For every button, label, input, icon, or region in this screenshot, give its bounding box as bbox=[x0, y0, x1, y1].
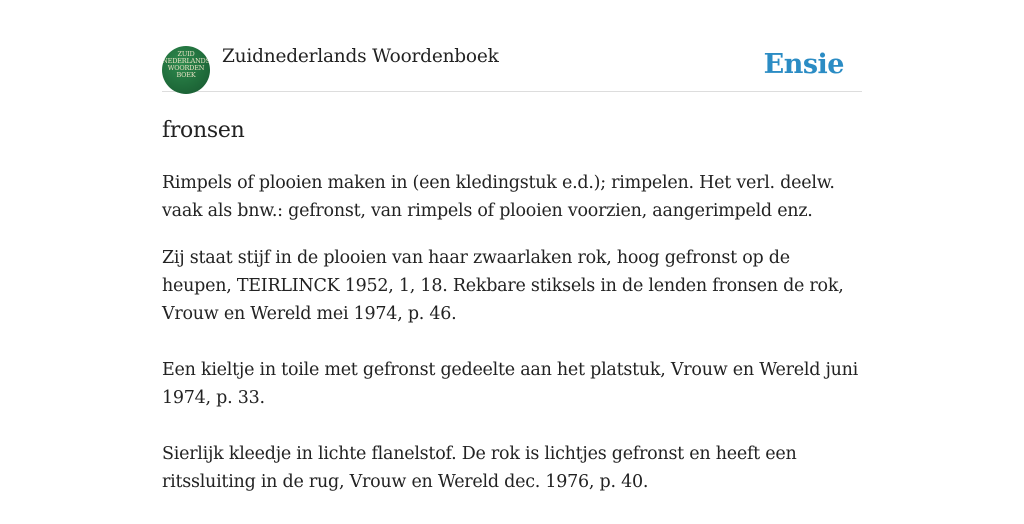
logo-text: ZUID NEDERLANDS WOORDEN BOEK bbox=[162, 50, 210, 79]
example-quote: Sierlijk kleedje in lichte flanelstof. De rok is lichtjes gefronst en heeft een ritssluiting in de rug, Vrouw en Wereld dec. 1976, p. 40. bbox=[162, 444, 797, 492]
examples-list bbox=[162, 244, 862, 496]
example-quote: Een kieltje in toile met gefronst gedeelte aan het platstuk, Vrouw en Wereld juni 1974, p. 33. bbox=[162, 360, 859, 408]
example-quote: Zij staat stijf in de plooien van haar zwaarlaken rok, hoog gefronst op de heupen, TEIRLINCK 1952, 1, 18. Rekbare stiksels in de lenden fronsen de rok, Vrouw en Wereld mei 1974, p. 46. bbox=[162, 248, 844, 324]
headword: fronsen bbox=[162, 118, 245, 143]
site-logo[interactable] bbox=[162, 46, 210, 94]
page-content bbox=[162, 44, 862, 524]
definition: Rimpels of plooien maken in (een kledingstuk e.d.); rimpelen. Het verl. deelw. vaak als bnw.: gefronst, van rimpels of plooien voorzien, aangerimpeld enz. bbox=[162, 173, 835, 221]
site-header bbox=[162, 44, 862, 92]
brand-logo-link[interactable]: Ensie bbox=[763, 49, 844, 80]
site-title[interactable]: Zuidnederlands Woordenboek bbox=[222, 46, 499, 67]
